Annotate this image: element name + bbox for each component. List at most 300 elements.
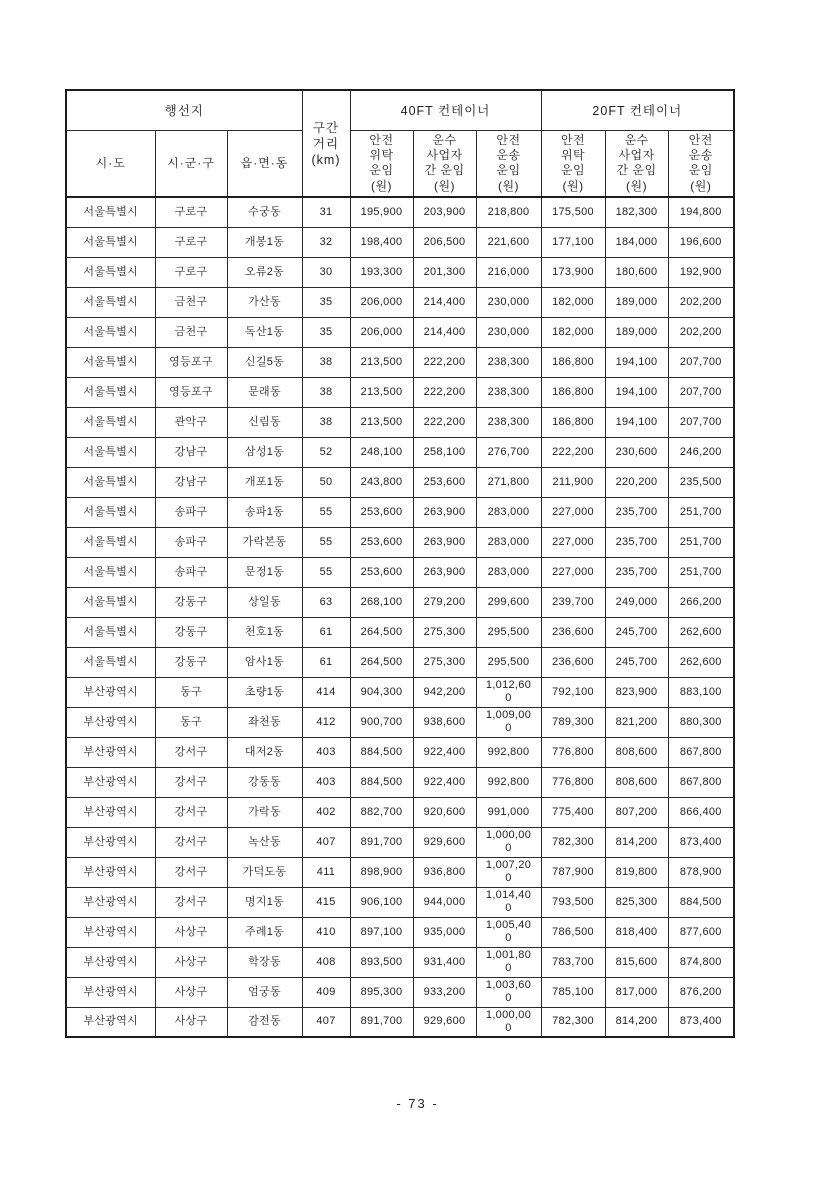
cell-sido: 서울특별시	[66, 527, 155, 557]
cell-40ft-safe-consign-fare: 243,800	[350, 467, 413, 497]
cell-eupmyeondong: 학장동	[227, 947, 302, 977]
cell-20ft-safe-transport-fare: 246,200	[668, 437, 734, 467]
table-row	[66, 317, 734, 347]
container-fare-table	[65, 89, 735, 1038]
cell-sigungu: 구로구	[155, 257, 227, 287]
cell-sigungu: 금천구	[155, 317, 227, 347]
cell-distance-km: 55	[302, 557, 350, 587]
cell-eupmyeondong: 녹산동	[227, 827, 302, 857]
cell-20ft-safe-transport-fare: 266,200	[668, 587, 734, 617]
cell-sido: 서울특별시	[66, 437, 155, 467]
cell-40ft-safe-consign-fare: 206,000	[350, 287, 413, 317]
cell-40ft-carrier-between-fare: 933,200	[413, 977, 476, 1007]
cell-40ft-carrier-between-fare: 214,400	[413, 317, 476, 347]
cell-eupmyeondong: 오류2동	[227, 257, 302, 287]
cell-distance-km: 415	[302, 887, 350, 917]
header-40ft-safe-consign-fare: 안전 위탁 운임 (원)	[350, 130, 413, 197]
header-group-row	[66, 90, 734, 130]
cell-40ft-safe-transport-fare: 299,600	[476, 587, 541, 617]
cell-40ft-safe-transport-fare: 992,800	[476, 767, 541, 797]
cell-40ft-safe-consign-fare: 213,500	[350, 407, 413, 437]
cell-20ft-safe-transport-fare: 202,200	[668, 317, 734, 347]
cell-20ft-safe-consign-fare: 782,300	[541, 1007, 605, 1037]
cell-distance-km: 32	[302, 227, 350, 257]
cell-eupmyeondong: 명지1동	[227, 887, 302, 917]
cell-40ft-carrier-between-fare: 279,200	[413, 587, 476, 617]
cell-sido: 서울특별시	[66, 347, 155, 377]
cell-20ft-safe-transport-fare: 867,800	[668, 737, 734, 767]
cell-20ft-carrier-between-fare: 182,300	[605, 197, 668, 227]
cell-eupmyeondong: 개봉1동	[227, 227, 302, 257]
cell-20ft-carrier-between-fare: 184,000	[605, 227, 668, 257]
cell-eupmyeondong: 가락본동	[227, 527, 302, 557]
cell-20ft-safe-consign-fare: 175,500	[541, 197, 605, 227]
cell-distance-km: 403	[302, 737, 350, 767]
cell-eupmyeondong: 암사1동	[227, 647, 302, 677]
cell-eupmyeondong: 수궁동	[227, 197, 302, 227]
cell-20ft-safe-transport-fare: 877,600	[668, 917, 734, 947]
cell-distance-km: 412	[302, 707, 350, 737]
cell-20ft-safe-consign-fare: 173,900	[541, 257, 605, 287]
cell-40ft-safe-consign-fare: 893,500	[350, 947, 413, 977]
cell-40ft-safe-transport-fare: 1,000,000	[476, 827, 541, 857]
cell-sido: 서울특별시	[66, 557, 155, 587]
cell-40ft-safe-consign-fare: 891,700	[350, 827, 413, 857]
cell-40ft-safe-transport-fare: 295,500	[476, 617, 541, 647]
cell-40ft-safe-consign-fare: 253,600	[350, 527, 413, 557]
cell-20ft-safe-consign-fare: 186,800	[541, 407, 605, 437]
header-sido: 시·도	[66, 130, 155, 197]
header-20ft-group: 20FT 컨테이너	[541, 90, 734, 130]
cell-sido: 부산광역시	[66, 707, 155, 737]
cell-20ft-safe-transport-fare: 883,100	[668, 677, 734, 707]
cell-20ft-safe-consign-fare: 783,700	[541, 947, 605, 977]
table-header	[66, 90, 734, 197]
cell-20ft-carrier-between-fare: 235,700	[605, 527, 668, 557]
cell-20ft-safe-transport-fare: 884,500	[668, 887, 734, 917]
cell-eupmyeondong: 좌천동	[227, 707, 302, 737]
cell-40ft-safe-transport-fare: 276,700	[476, 437, 541, 467]
cell-40ft-carrier-between-fare: 263,900	[413, 497, 476, 527]
table-row	[66, 527, 734, 557]
cell-sido: 서울특별시	[66, 497, 155, 527]
cell-20ft-carrier-between-fare: 194,100	[605, 377, 668, 407]
header-20ft-carrier-between-fare: 운수 사업자 간 운임 (원)	[605, 130, 668, 197]
cell-distance-km: 410	[302, 917, 350, 947]
cell-sido: 부산광역시	[66, 977, 155, 1007]
table-row	[66, 857, 734, 887]
cell-20ft-safe-consign-fare: 236,600	[541, 617, 605, 647]
cell-20ft-carrier-between-fare: 245,700	[605, 647, 668, 677]
cell-40ft-safe-consign-fare: 882,700	[350, 797, 413, 827]
cell-distance-km: 61	[302, 647, 350, 677]
cell-sigungu: 동구	[155, 677, 227, 707]
cell-20ft-safe-transport-fare: 192,900	[668, 257, 734, 287]
cell-20ft-carrier-between-fare: 818,400	[605, 917, 668, 947]
cell-40ft-safe-transport-fare: 1,014,400	[476, 887, 541, 917]
cell-distance-km: 55	[302, 497, 350, 527]
cell-20ft-safe-transport-fare: 262,600	[668, 647, 734, 677]
cell-20ft-safe-consign-fare: 211,900	[541, 467, 605, 497]
cell-20ft-safe-transport-fare: 876,200	[668, 977, 734, 1007]
cell-40ft-carrier-between-fare: 938,600	[413, 707, 476, 737]
cell-distance-km: 402	[302, 797, 350, 827]
table-body	[66, 197, 734, 1037]
cell-40ft-carrier-between-fare: 920,600	[413, 797, 476, 827]
cell-sido: 서울특별시	[66, 257, 155, 287]
cell-20ft-carrier-between-fare: 814,200	[605, 1007, 668, 1037]
cell-sigungu: 구로구	[155, 227, 227, 257]
cell-sido: 서울특별시	[66, 647, 155, 677]
cell-40ft-safe-consign-fare: 895,300	[350, 977, 413, 1007]
cell-40ft-carrier-between-fare: 935,000	[413, 917, 476, 947]
cell-20ft-carrier-between-fare: 821,200	[605, 707, 668, 737]
cell-sigungu: 송파구	[155, 557, 227, 587]
cell-sigungu: 강남구	[155, 467, 227, 497]
cell-20ft-carrier-between-fare: 189,000	[605, 317, 668, 347]
cell-sido: 서울특별시	[66, 407, 155, 437]
header-40ft-group: 40FT 컨테이너	[350, 90, 541, 130]
cell-20ft-safe-consign-fare: 222,200	[541, 437, 605, 467]
cell-40ft-safe-transport-fare: 992,800	[476, 737, 541, 767]
cell-sigungu: 영등포구	[155, 377, 227, 407]
cell-eupmyeondong: 신길5동	[227, 347, 302, 377]
cell-distance-km: 61	[302, 617, 350, 647]
cell-distance-km: 38	[302, 347, 350, 377]
cell-sigungu: 강서구	[155, 857, 227, 887]
cell-40ft-safe-consign-fare: 264,500	[350, 617, 413, 647]
cell-20ft-safe-transport-fare: 207,700	[668, 347, 734, 377]
cell-20ft-safe-transport-fare: 207,700	[668, 377, 734, 407]
cell-eupmyeondong: 대저2동	[227, 737, 302, 767]
table-row	[66, 227, 734, 257]
cell-40ft-carrier-between-fare: 263,900	[413, 527, 476, 557]
cell-40ft-safe-transport-fare: 230,000	[476, 287, 541, 317]
cell-40ft-safe-transport-fare: 238,300	[476, 407, 541, 437]
cell-sido: 부산광역시	[66, 827, 155, 857]
cell-distance-km: 408	[302, 947, 350, 977]
cell-20ft-safe-transport-fare: 873,400	[668, 1007, 734, 1037]
cell-40ft-carrier-between-fare: 929,600	[413, 1007, 476, 1037]
cell-sigungu: 강동구	[155, 647, 227, 677]
cell-40ft-carrier-between-fare: 203,900	[413, 197, 476, 227]
cell-distance-km: 52	[302, 437, 350, 467]
cell-20ft-safe-consign-fare: 786,500	[541, 917, 605, 947]
cell-40ft-safe-transport-fare: 238,300	[476, 377, 541, 407]
cell-20ft-safe-consign-fare: 775,400	[541, 797, 605, 827]
cell-sido: 부산광역시	[66, 917, 155, 947]
table-row	[66, 257, 734, 287]
cell-20ft-carrier-between-fare: 817,000	[605, 977, 668, 1007]
cell-sido: 부산광역시	[66, 797, 155, 827]
cell-40ft-safe-consign-fare: 213,500	[350, 347, 413, 377]
cell-distance-km: 403	[302, 767, 350, 797]
cell-20ft-carrier-between-fare: 814,200	[605, 827, 668, 857]
table-row	[66, 287, 734, 317]
cell-20ft-safe-transport-fare: 251,700	[668, 557, 734, 587]
cell-40ft-safe-consign-fare: 213,500	[350, 377, 413, 407]
cell-40ft-safe-consign-fare: 206,000	[350, 317, 413, 347]
cell-sigungu: 강동구	[155, 617, 227, 647]
cell-20ft-safe-consign-fare: 776,800	[541, 737, 605, 767]
cell-distance-km: 35	[302, 287, 350, 317]
cell-distance-km: 38	[302, 377, 350, 407]
cell-sigungu: 영등포구	[155, 347, 227, 377]
cell-distance-km: 50	[302, 467, 350, 497]
cell-eupmyeondong: 천호1동	[227, 617, 302, 647]
cell-sigungu: 강남구	[155, 437, 227, 467]
table-row	[66, 467, 734, 497]
cell-20ft-safe-consign-fare: 182,000	[541, 317, 605, 347]
cell-20ft-carrier-between-fare: 194,100	[605, 347, 668, 377]
header-destination-group: 행선지	[66, 90, 302, 130]
cell-20ft-safe-consign-fare: 789,300	[541, 707, 605, 737]
cell-20ft-safe-consign-fare: 186,800	[541, 377, 605, 407]
cell-sido: 서울특별시	[66, 287, 155, 317]
table-row	[66, 347, 734, 377]
cell-20ft-safe-transport-fare: 251,700	[668, 497, 734, 527]
cell-sigungu: 강동구	[155, 587, 227, 617]
cell-40ft-carrier-between-fare: 222,200	[413, 407, 476, 437]
cell-distance-km: 409	[302, 977, 350, 1007]
cell-distance-km: 35	[302, 317, 350, 347]
cell-distance-km: 55	[302, 527, 350, 557]
header-distance: 구간 거리 (km)	[302, 90, 350, 197]
cell-sido: 서울특별시	[66, 467, 155, 497]
cell-40ft-safe-transport-fare: 221,600	[476, 227, 541, 257]
cell-20ft-safe-transport-fare: 866,400	[668, 797, 734, 827]
cell-sigungu: 송파구	[155, 527, 227, 557]
cell-20ft-safe-consign-fare: 186,800	[541, 347, 605, 377]
cell-40ft-safe-transport-fare: 1,012,600	[476, 677, 541, 707]
cell-40ft-safe-consign-fare: 195,900	[350, 197, 413, 227]
cell-eupmyeondong: 문정1동	[227, 557, 302, 587]
cell-20ft-carrier-between-fare: 807,200	[605, 797, 668, 827]
cell-20ft-carrier-between-fare: 245,700	[605, 617, 668, 647]
cell-sido: 부산광역시	[66, 887, 155, 917]
cell-sido: 서울특별시	[66, 587, 155, 617]
cell-distance-km: 31	[302, 197, 350, 227]
table-row	[66, 767, 734, 797]
cell-eupmyeondong: 가덕도동	[227, 857, 302, 887]
cell-distance-km: 407	[302, 1007, 350, 1037]
cell-40ft-safe-transport-fare: 295,500	[476, 647, 541, 677]
cell-40ft-safe-transport-fare: 1,001,800	[476, 947, 541, 977]
table-row	[66, 797, 734, 827]
cell-distance-km: 414	[302, 677, 350, 707]
header-40ft-safe-transport-fare: 안전 운송 운임 (원)	[476, 130, 541, 197]
cell-40ft-safe-transport-fare: 283,000	[476, 527, 541, 557]
cell-40ft-carrier-between-fare: 936,800	[413, 857, 476, 887]
cell-sigungu: 사상구	[155, 917, 227, 947]
cell-40ft-carrier-between-fare: 222,200	[413, 347, 476, 377]
cell-40ft-carrier-between-fare: 929,600	[413, 827, 476, 857]
cell-20ft-safe-transport-fare: 235,500	[668, 467, 734, 497]
cell-40ft-safe-consign-fare: 264,500	[350, 647, 413, 677]
cell-40ft-safe-consign-fare: 198,400	[350, 227, 413, 257]
cell-20ft-safe-consign-fare: 782,300	[541, 827, 605, 857]
table-row	[66, 617, 734, 647]
cell-distance-km: 407	[302, 827, 350, 857]
cell-40ft-safe-transport-fare: 1,009,000	[476, 707, 541, 737]
cell-sigungu: 강서구	[155, 797, 227, 827]
cell-20ft-safe-transport-fare: 196,600	[668, 227, 734, 257]
cell-40ft-carrier-between-fare: 275,300	[413, 647, 476, 677]
cell-sido: 서울특별시	[66, 197, 155, 227]
table-row	[66, 587, 734, 617]
cell-eupmyeondong: 독산1동	[227, 317, 302, 347]
table-row	[66, 557, 734, 587]
cell-40ft-safe-consign-fare: 898,900	[350, 857, 413, 887]
cell-40ft-carrier-between-fare: 253,600	[413, 467, 476, 497]
cell-sido: 부산광역시	[66, 947, 155, 977]
cell-eupmyeondong: 가락동	[227, 797, 302, 827]
cell-sido: 서울특별시	[66, 617, 155, 647]
table-row	[66, 1007, 734, 1037]
cell-40ft-safe-consign-fare: 884,500	[350, 767, 413, 797]
table-row	[66, 197, 734, 227]
cell-40ft-safe-transport-fare: 1,000,000	[476, 1007, 541, 1037]
cell-40ft-safe-transport-fare: 216,000	[476, 257, 541, 287]
cell-20ft-carrier-between-fare: 189,000	[605, 287, 668, 317]
table-row	[66, 437, 734, 467]
header-20ft-safe-transport-fare: 안전 운송 운임 (원)	[668, 130, 734, 197]
cell-sigungu: 강서구	[155, 827, 227, 857]
cell-sigungu: 강서구	[155, 737, 227, 767]
header-20ft-safe-consign-fare: 안전 위탁 운임 (원)	[541, 130, 605, 197]
cell-distance-km: 411	[302, 857, 350, 887]
cell-40ft-carrier-between-fare: 942,200	[413, 677, 476, 707]
cell-20ft-safe-transport-fare: 262,600	[668, 617, 734, 647]
cell-20ft-carrier-between-fare: 235,700	[605, 497, 668, 527]
cell-distance-km: 38	[302, 407, 350, 437]
cell-sido: 서울특별시	[66, 227, 155, 257]
cell-eupmyeondong: 주례1동	[227, 917, 302, 947]
table-row	[66, 977, 734, 1007]
cell-40ft-carrier-between-fare: 258,100	[413, 437, 476, 467]
cell-20ft-safe-transport-fare: 207,700	[668, 407, 734, 437]
cell-20ft-safe-transport-fare: 867,800	[668, 767, 734, 797]
cell-40ft-carrier-between-fare: 263,900	[413, 557, 476, 587]
header-40ft-carrier-between-fare: 운수 사업자 간 운임 (원)	[413, 130, 476, 197]
cell-40ft-safe-transport-fare: 1,003,600	[476, 977, 541, 1007]
cell-40ft-carrier-between-fare: 944,000	[413, 887, 476, 917]
cell-20ft-safe-consign-fare: 787,900	[541, 857, 605, 887]
cell-40ft-safe-consign-fare: 253,600	[350, 557, 413, 587]
cell-20ft-carrier-between-fare: 235,700	[605, 557, 668, 587]
cell-40ft-safe-consign-fare: 891,700	[350, 1007, 413, 1037]
table-row	[66, 707, 734, 737]
cell-sigungu: 강서구	[155, 887, 227, 917]
table-row	[66, 887, 734, 917]
cell-40ft-safe-consign-fare: 904,300	[350, 677, 413, 707]
cell-40ft-safe-transport-fare: 283,000	[476, 497, 541, 527]
cell-eupmyeondong: 감전동	[227, 1007, 302, 1037]
table-row	[66, 947, 734, 977]
header-eupmyeondong: 읍·면·동	[227, 130, 302, 197]
cell-sigungu: 관악구	[155, 407, 227, 437]
cell-eupmyeondong: 삼성1동	[227, 437, 302, 467]
cell-20ft-safe-consign-fare: 239,700	[541, 587, 605, 617]
header-sigungu: 시·군·구	[155, 130, 227, 197]
cell-20ft-safe-consign-fare: 793,500	[541, 887, 605, 917]
cell-40ft-carrier-between-fare: 275,300	[413, 617, 476, 647]
cell-20ft-safe-consign-fare: 182,000	[541, 287, 605, 317]
cell-20ft-safe-consign-fare: 227,000	[541, 497, 605, 527]
cell-sigungu: 사상구	[155, 977, 227, 1007]
cell-20ft-safe-consign-fare: 776,800	[541, 767, 605, 797]
cell-sigungu: 구로구	[155, 197, 227, 227]
cell-20ft-carrier-between-fare: 825,300	[605, 887, 668, 917]
cell-sido: 서울특별시	[66, 317, 155, 347]
cell-40ft-safe-transport-fare: 230,000	[476, 317, 541, 347]
cell-distance-km: 30	[302, 257, 350, 287]
cell-40ft-carrier-between-fare: 206,500	[413, 227, 476, 257]
cell-20ft-carrier-between-fare: 249,000	[605, 587, 668, 617]
page-number: - 73 -	[396, 1096, 439, 1111]
table-row	[66, 497, 734, 527]
cell-40ft-safe-transport-fare: 991,000	[476, 797, 541, 827]
cell-40ft-carrier-between-fare: 222,200	[413, 377, 476, 407]
cell-sigungu: 금천구	[155, 287, 227, 317]
cell-20ft-safe-transport-fare: 873,400	[668, 827, 734, 857]
cell-40ft-safe-consign-fare: 253,600	[350, 497, 413, 527]
cell-40ft-safe-transport-fare: 271,800	[476, 467, 541, 497]
cell-40ft-safe-transport-fare: 238,300	[476, 347, 541, 377]
cell-eupmyeondong: 상일동	[227, 587, 302, 617]
cell-40ft-safe-transport-fare: 1,007,200	[476, 857, 541, 887]
cell-20ft-safe-transport-fare: 878,900	[668, 857, 734, 887]
cell-40ft-carrier-between-fare: 201,300	[413, 257, 476, 287]
cell-eupmyeondong: 강동동	[227, 767, 302, 797]
cell-20ft-safe-transport-fare: 874,800	[668, 947, 734, 977]
cell-40ft-safe-transport-fare: 1,005,400	[476, 917, 541, 947]
table-row	[66, 647, 734, 677]
cell-20ft-carrier-between-fare: 194,100	[605, 407, 668, 437]
cell-20ft-safe-consign-fare: 177,100	[541, 227, 605, 257]
cell-eupmyeondong: 엄궁동	[227, 977, 302, 1007]
cell-20ft-safe-consign-fare: 227,000	[541, 557, 605, 587]
cell-20ft-carrier-between-fare: 230,600	[605, 437, 668, 467]
cell-20ft-safe-transport-fare: 880,300	[668, 707, 734, 737]
cell-20ft-safe-consign-fare: 227,000	[541, 527, 605, 557]
cell-20ft-carrier-between-fare: 819,800	[605, 857, 668, 887]
cell-40ft-safe-consign-fare: 268,100	[350, 587, 413, 617]
cell-sido: 부산광역시	[66, 1007, 155, 1037]
cell-40ft-safe-consign-fare: 884,500	[350, 737, 413, 767]
cell-20ft-safe-consign-fare: 792,100	[541, 677, 605, 707]
cell-40ft-safe-transport-fare: 283,000	[476, 557, 541, 587]
cell-20ft-carrier-between-fare: 823,900	[605, 677, 668, 707]
cell-sido: 부산광역시	[66, 677, 155, 707]
cell-20ft-safe-transport-fare: 251,700	[668, 527, 734, 557]
table-row	[66, 407, 734, 437]
cell-sido: 부산광역시	[66, 857, 155, 887]
cell-40ft-safe-consign-fare: 193,300	[350, 257, 413, 287]
cell-20ft-safe-consign-fare: 785,100	[541, 977, 605, 1007]
cell-40ft-safe-consign-fare: 897,100	[350, 917, 413, 947]
table-row	[66, 737, 734, 767]
cell-40ft-safe-consign-fare: 900,700	[350, 707, 413, 737]
cell-eupmyeondong: 개포1동	[227, 467, 302, 497]
cell-20ft-carrier-between-fare: 808,600	[605, 767, 668, 797]
table-row	[66, 917, 734, 947]
cell-20ft-carrier-between-fare: 815,600	[605, 947, 668, 977]
table-row	[66, 377, 734, 407]
cell-sigungu: 사상구	[155, 947, 227, 977]
cell-eupmyeondong: 송파1동	[227, 497, 302, 527]
cell-sido: 부산광역시	[66, 767, 155, 797]
